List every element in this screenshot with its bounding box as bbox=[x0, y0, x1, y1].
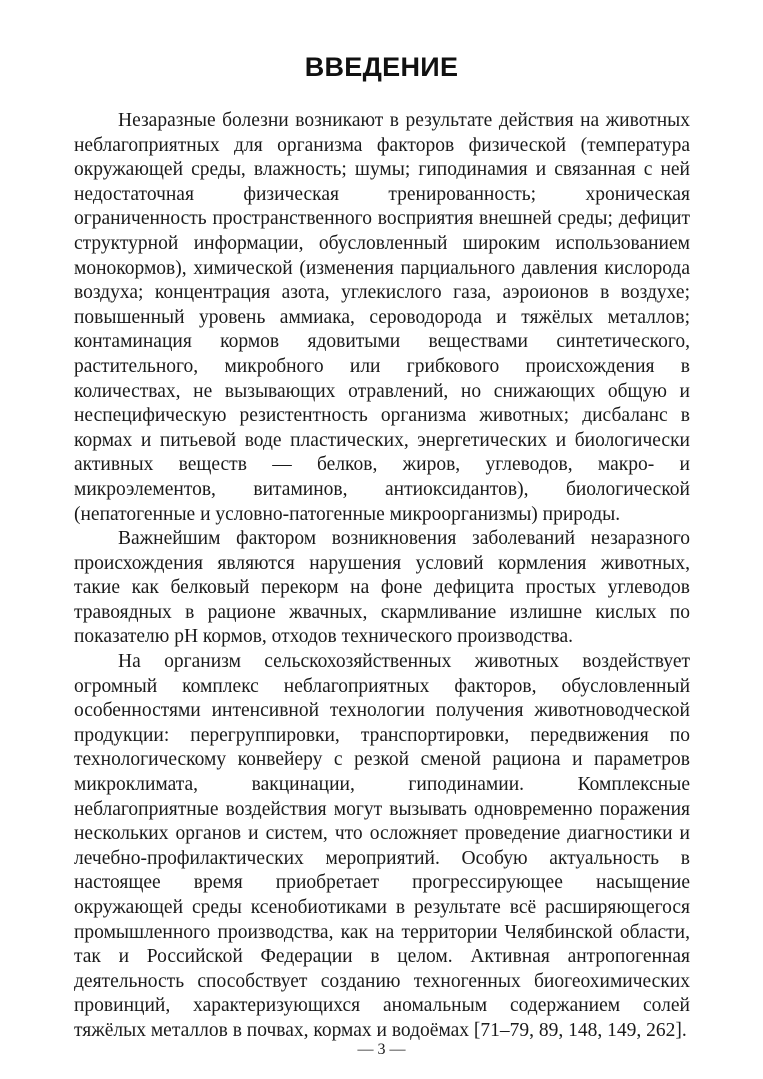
paragraph-1: Незаразные болезни возникают в результате действия на животных неблагоприятных для организма факторов физической (температура окружающей среды, влажность; шумы; гиподинамия и связанная с ней недостаточная физическая тренированность; хроническая ограниченность пространственного восприятия внешней среды; дефицит структурной информации, обусловленный широким использованием монокормов), химической (изменения парциального давления кислорода воздуха; концентрация азота, углекислого газа, аэроионов в воздухе; повышенный уровень аммиака, сероводорода и тяжёлых металлов; контаминация кормов ядовитыми веществами синтетического, растительного, микробного или грибкового происхождения в количествах, не вызывающих отравлений, но снижающих общую и неспецифическую резистентность организма животных; дисбаланс в кормах и питьевой воде пластических, энергетических и биологически активных веществ — белков, жиров, углеводов, макро- и микроэлементов, витаминов, антиоксидантов), биологической (непатогенные и условно-патогенные микроорганизмы) природы. bbox=[74, 110, 690, 525]
body-text bbox=[74, 109, 690, 1044]
paragraph-2: Важнейшим фактором возникновения заболеваний незаразного происхождения являются нарушения условий кормления животных, такие как белковый перекорм на фоне дефицита простых углеводов травоядных в рационе жвачных, скармливание излишне кислых по показателю рН кормов, отходов технического производства. bbox=[74, 528, 690, 648]
paragraph-3: На организм сельскохозяйственных животных воздействует огромный комплекс неблагоприятных факторов, обусловленный особенностями интенсивной технологии получения животноводческой продукции: перегруппировки, транспортировки, передвижения по технологическому конвейеру с резкой сменой рациона и параметров микроклимата, вакцинации, гиподинамии. Комплексные неблагоприятные воздействия могут вызывать одновременно поражения нескольких органов и систем, что осложняет проведение диагностики и лечебно-профилактических мероприятий. Особую актуальность в настоящее время приобретает прогрессирующее насыщение окружающей среды ксенобиотиками в результате всё расширяющегося промышленного производства, как на территории Челябинской области, так и Российской Федерации в целом. Активная антропогенная деятельность способствует созданию техногенных биогеохимических провинций, характеризующихся аномальным содержанием солей тяжёлых металлов в почвах, кормах и водоёмах [71–79, 89, 148, 149, 262]. bbox=[74, 651, 690, 1041]
page-number: — 3 — bbox=[357, 1041, 406, 1058]
page-title: ВВЕДЕНИЕ bbox=[304, 52, 459, 82]
